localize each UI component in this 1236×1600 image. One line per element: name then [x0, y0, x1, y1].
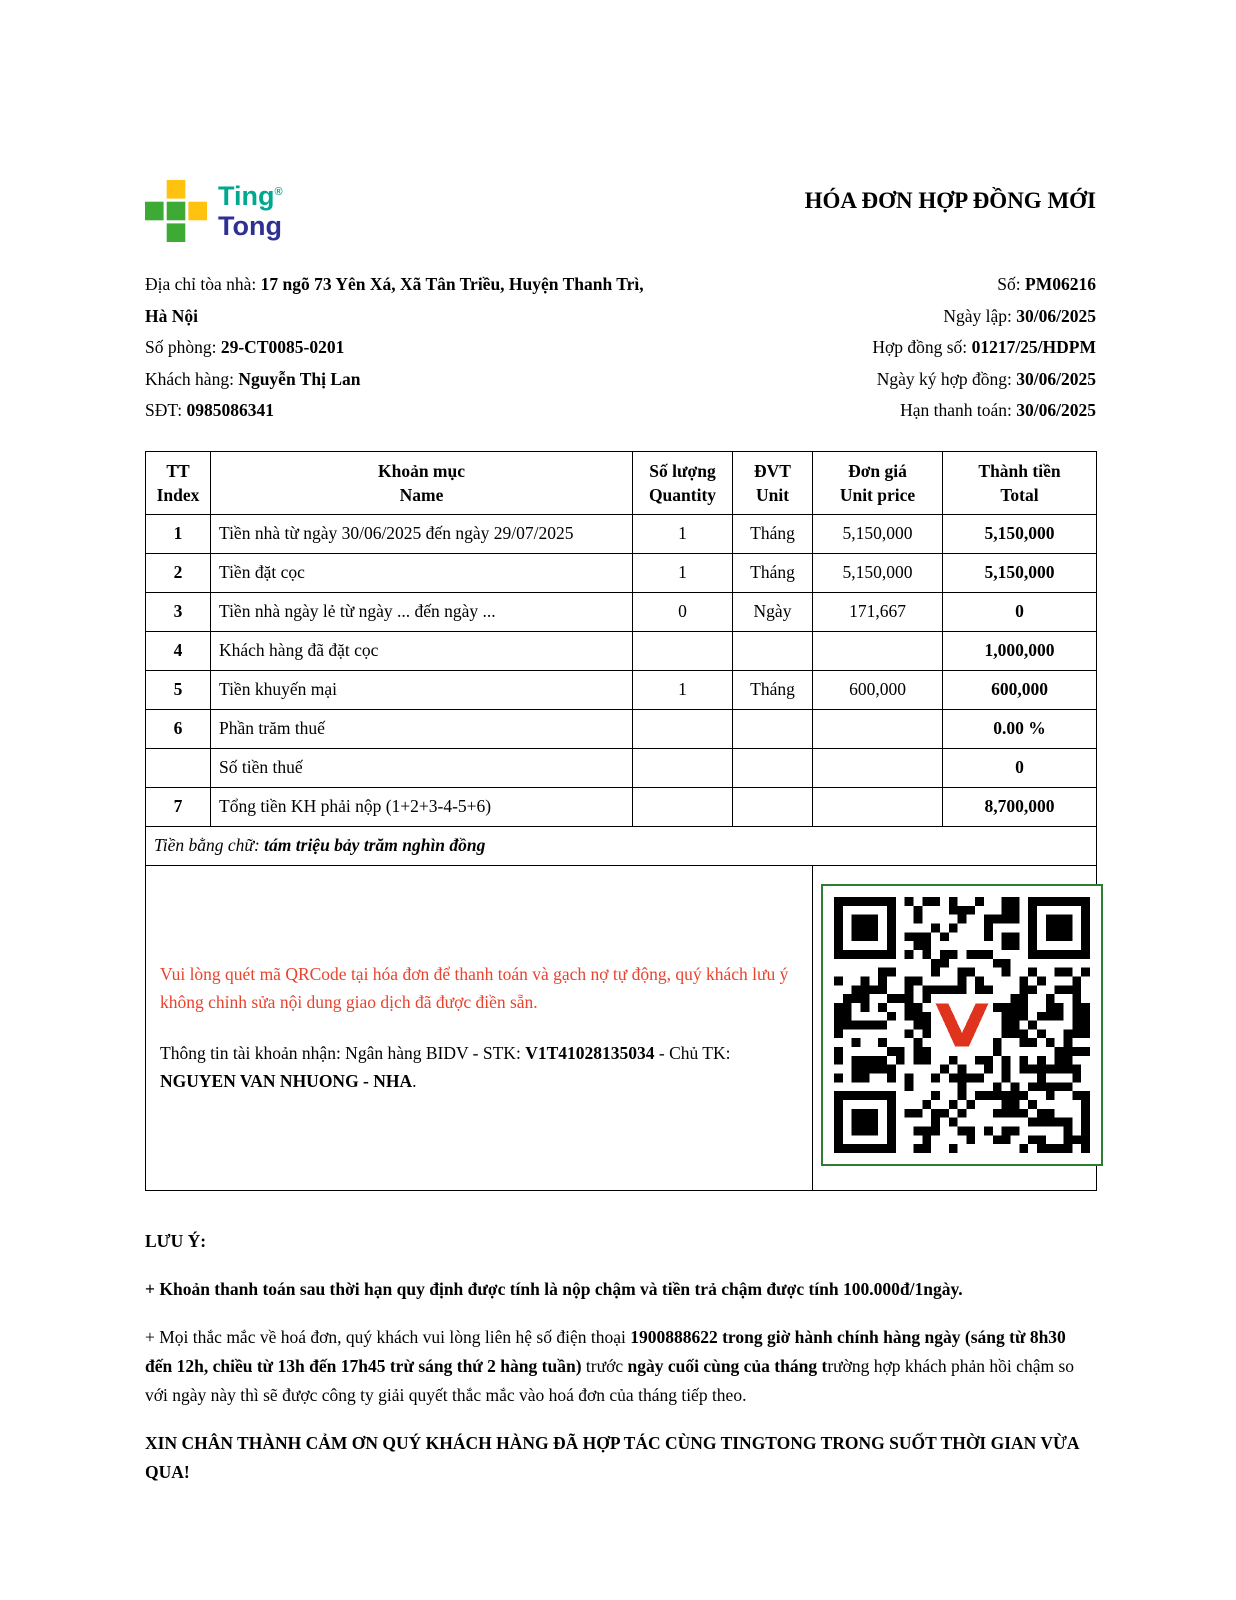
cell-total: 600,000 [943, 670, 1097, 709]
cell-index: 1 [146, 514, 211, 553]
building-address-line: Địa chỉ tòa nhà: 17 ngõ 73 Yên Xá, Xã Tân Triều, Huyện Thanh Trì, Hà Nội [145, 274, 644, 326]
cell-price [813, 748, 943, 787]
cell-index [146, 748, 211, 787]
registered-mark: ® [274, 186, 283, 198]
cell-quantity: 1 [633, 514, 733, 553]
col-header-name: Khoản mục Name [211, 451, 633, 514]
invoice-header [145, 180, 1096, 242]
cell-name: Tiền nhà từ ngày 30/06/2025 đến ngày 29/07/2025 [211, 514, 633, 553]
cell-index: 7 [146, 787, 211, 826]
cell-index: 2 [146, 553, 211, 592]
cell-name: Phần trăm thuế [211, 709, 633, 748]
cell-quantity: 1 [633, 553, 733, 592]
cell-total: 0.00 % [943, 709, 1097, 748]
qr-code [821, 884, 1103, 1166]
tingtong-logo-icon [145, 180, 207, 242]
cell-quantity [633, 631, 733, 670]
cell-price [813, 709, 943, 748]
contract-sign-date-line: Ngày ký hợp đồng: 30/06/2025 [876, 368, 1096, 389]
cell-quantity: 0 [633, 592, 733, 631]
table-row [146, 631, 1097, 670]
tingtong-logo-text [218, 180, 283, 240]
cell-name: Tiền khuyến mại [211, 670, 633, 709]
invoice-title: HÓA ĐƠN HỢP ĐỒNG MỚI [804, 188, 1096, 213]
cell-price: 5,150,000 [813, 553, 943, 592]
table-header-row [146, 451, 1097, 514]
invoice-number-line: Số: PM06216 [997, 274, 1096, 294]
cell-name: Tiền nhà ngày lẻ từ ngày ... đến ngày ... [211, 592, 633, 631]
notes-heading: LƯU Ý: [145, 1230, 207, 1251]
cell-quantity [633, 787, 733, 826]
qr-code-cell [813, 865, 1097, 1190]
cell-name: Số tiền thuế [211, 748, 633, 787]
phone-line: SĐT: 0985086341 [145, 400, 274, 420]
cell-name: Khách hàng đã đặt cọc [211, 631, 633, 670]
info-right-column [872, 269, 1096, 427]
contract-number-line: Hợp đồng số: 01217/25/HDPM [872, 337, 1096, 357]
late-payment-note: + Khoản thanh toán sau thời hạn quy định được tính là nộp chậm và tiền trả chậm được tính 100.000đ/1ngày. [145, 1278, 963, 1299]
customer-name-line: Khách hàng: Nguyễn Thị Lan [145, 368, 361, 389]
amount-in-words: Tiền bằng chữ: tám triệu bảy trăm nghìn đồng [146, 826, 1097, 865]
amount-in-words-row [146, 826, 1097, 865]
cell-unit [733, 787, 813, 826]
invoice-info [145, 269, 1096, 427]
cell-unit: Ngày [733, 592, 813, 631]
table-row [146, 748, 1097, 787]
cell-unit [733, 748, 813, 787]
qr-warning-text: Vui lòng quét mã QRCode tại hóa đơn để thanh toán và gạch nợ tự động, quý khách lưu ý không chỉnh sửa nội dung giao dịch đã được điền sẵn. [160, 963, 789, 1012]
cell-total: 1,000,000 [943, 631, 1097, 670]
cell-quantity: 1 [633, 670, 733, 709]
col-header-price: Đơn giá Unit price [813, 451, 943, 514]
issue-date-line: Ngày lập: 30/06/2025 [943, 305, 1096, 326]
qr-row [146, 865, 1097, 1190]
table-row [146, 514, 1097, 553]
cell-unit [733, 709, 813, 748]
col-header-unit: ĐVT Unit [733, 451, 813, 514]
cell-index: 6 [146, 709, 211, 748]
invoice-content [145, 0, 1096, 1487]
cell-total: 5,150,000 [943, 514, 1097, 553]
cell-unit: Tháng [733, 514, 813, 553]
cell-price [813, 631, 943, 670]
hotline-note: + Mọi thắc mắc về hoá đơn, quý khách vui lòng liên hệ số điện thoại 1900888622 trong giờ hành chính hàng ngày (sáng từ 8h30 đến 12h, chiều từ 13h đến 17h45 trừ sáng thứ 2 hàng tuần) trước ngày cuối cùng của tháng trường hợp khách phản hồi chậm so với ngày này thì sẽ được công ty giải quyết thắc mắc vào hoá đơn của tháng tiếp theo. [145, 1326, 1075, 1405]
cell-unit [733, 631, 813, 670]
logo-text-tong: Tong [218, 211, 282, 241]
col-header-total: Thành tiền Total [943, 451, 1097, 514]
cell-quantity [633, 748, 733, 787]
cell-price: 171,667 [813, 592, 943, 631]
table-row [146, 553, 1097, 592]
cell-index: 3 [146, 592, 211, 631]
cell-unit: Tháng [733, 553, 813, 592]
thank-you-note: XIN CHÂN THÀNH CẢM ƠN QUÝ KHÁCH HÀNG ĐÃ HỢP TÁC CÙNG TINGTONG TRONG SUỐT THỜI GIAN VỪA QUA! [145, 1432, 1079, 1482]
table-row [146, 709, 1097, 748]
cell-total: 0 [943, 748, 1097, 787]
cell-name: Tổng tiền KH phải nộp (1+2+3-4-5+6) [211, 787, 633, 826]
qr-instructions [146, 865, 813, 1190]
table-row [146, 592, 1097, 631]
payment-due-line: Hạn thanh toán: 30/06/2025 [900, 400, 1096, 420]
bank-account-info: Thông tin tài khoản nhận: Ngân hàng BIDV - STK: V1T41028135034 - Chủ TK: NGUYEN VAN NHUONG - NHA. [160, 1042, 731, 1091]
table-row [146, 787, 1097, 826]
qr-code-svg [834, 897, 1090, 1153]
cell-total: 5,150,000 [943, 553, 1097, 592]
cell-price: 5,150,000 [813, 514, 943, 553]
cell-quantity [633, 709, 733, 748]
cell-price [813, 787, 943, 826]
cell-total: 8,700,000 [943, 787, 1097, 826]
notes-section [145, 1227, 1096, 1487]
cell-name: Tiền đặt cọc [211, 553, 633, 592]
cell-price: 600,000 [813, 670, 943, 709]
cell-index: 4 [146, 631, 211, 670]
room-number-line: Số phòng: 29-CT0085-0201 [145, 337, 345, 357]
invoice-items-table [145, 451, 1097, 1191]
tingtong-logo [145, 180, 283, 242]
logo-text-ting: Ting® [218, 181, 283, 211]
info-left-column [145, 269, 660, 427]
cell-index: 5 [146, 670, 211, 709]
table-row [146, 670, 1097, 709]
cell-total: 0 [943, 592, 1097, 631]
col-header-quantity: Số lượng Quantity [633, 451, 733, 514]
col-header-index: TT Index [146, 451, 211, 514]
cell-unit: Tháng [733, 670, 813, 709]
